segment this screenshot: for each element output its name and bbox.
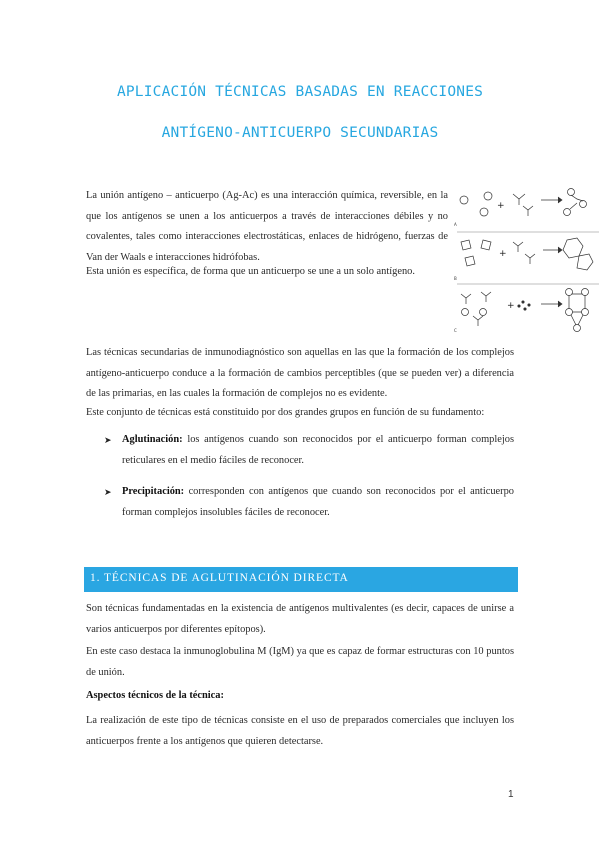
svg-text:+: + [497, 201, 505, 211]
intro-paragraph-1: La unión antígeno – anticuerpo (Ag-Ac) es una interacción química, reversible, en la que los antígenos se unen a los anticuerpos a través de interacciones débiles y no covalentes, tales como interacciones electrostáticas, enlaces de hidrógeno, fuerzas de Van der Waals e interacciones hidrófobas. [86, 190, 448, 263]
page-number: 1 [508, 789, 514, 800]
body-paragraph-2: Este conjunto de técnicas está constituido por dos grandes grupos en función de su fundamento: [86, 407, 485, 418]
figure-panel-label-a: A [454, 222, 457, 227]
figure-panel-label-b: B [454, 276, 457, 281]
antigen-antibody-figure [453, 180, 600, 340]
bullet-label: Aglutinación: [122, 434, 183, 445]
section-subheading: Aspectos técnicos de la técnica: [86, 690, 224, 701]
bullet-text: corresponden con antígenos que cuando son reconocidos por el anticuerpo forman complejos insolubles fáciles de reconocer. [122, 486, 514, 518]
section-heading: 1. TÉCNICAS DE AGLUTINACIÓN DIRECTA [90, 572, 349, 584]
arrow-bullet-icon: ➤ [104, 487, 112, 497]
bullet-item-precipitacion [104, 482, 514, 523]
svg-text:+: + [499, 249, 507, 259]
figure-panel-label-c: C [454, 328, 457, 333]
section-paragraph-3: La realización de este tipo de técnicas consiste en el uso de preparados comerciales que incluyen los anticuerpos frente a los antígenos que quieren detectarse. [86, 715, 514, 747]
page-title-line2: ANTÍGENO-ANTICUERPO SECUNDARIAS [161, 125, 439, 141]
body-paragraph-1: Las técnicas secundarias de inmunodiagnóstico son aquellas en las que la formación de los complejos antígeno-anticuerpo conduce a la formación de cambios perceptibles (que se pueden ver) a diferencia de las primarias, en las cuales la formación de complejos no es evidente. [86, 347, 514, 399]
bullet-text: los antígenos cuando son reconocidos por el anticuerpo forman complejos reticulares en el medio fáciles de reconocer. [122, 434, 514, 466]
section-paragraph-2: En este caso destaca la inmunoglobulina M (IgM) ya que es capaz de formar estructuras con 10 puntos de unión. [86, 646, 514, 678]
section-header-bar [84, 567, 518, 592]
page-title-line1: APLICACIÓN TÉCNICAS BASADAS EN REACCIONES [116, 84, 484, 100]
section-paragraph-1: Son técnicas fundamentadas en la existencia de antígenos multivalentes (es decir, capaces de unirse a varios anticuerpos por diferentes epítopos). [86, 603, 514, 635]
arrow-bullet-icon: ➤ [104, 435, 112, 445]
svg-text:+: + [507, 301, 515, 311]
bullet-label: Precipitación: [122, 486, 185, 497]
intro-paragraph-2: Esta unión es específica, de forma que un anticuerpo se une a un solo antígeno. [86, 266, 415, 277]
bullet-item-aglutinacion [104, 430, 514, 471]
